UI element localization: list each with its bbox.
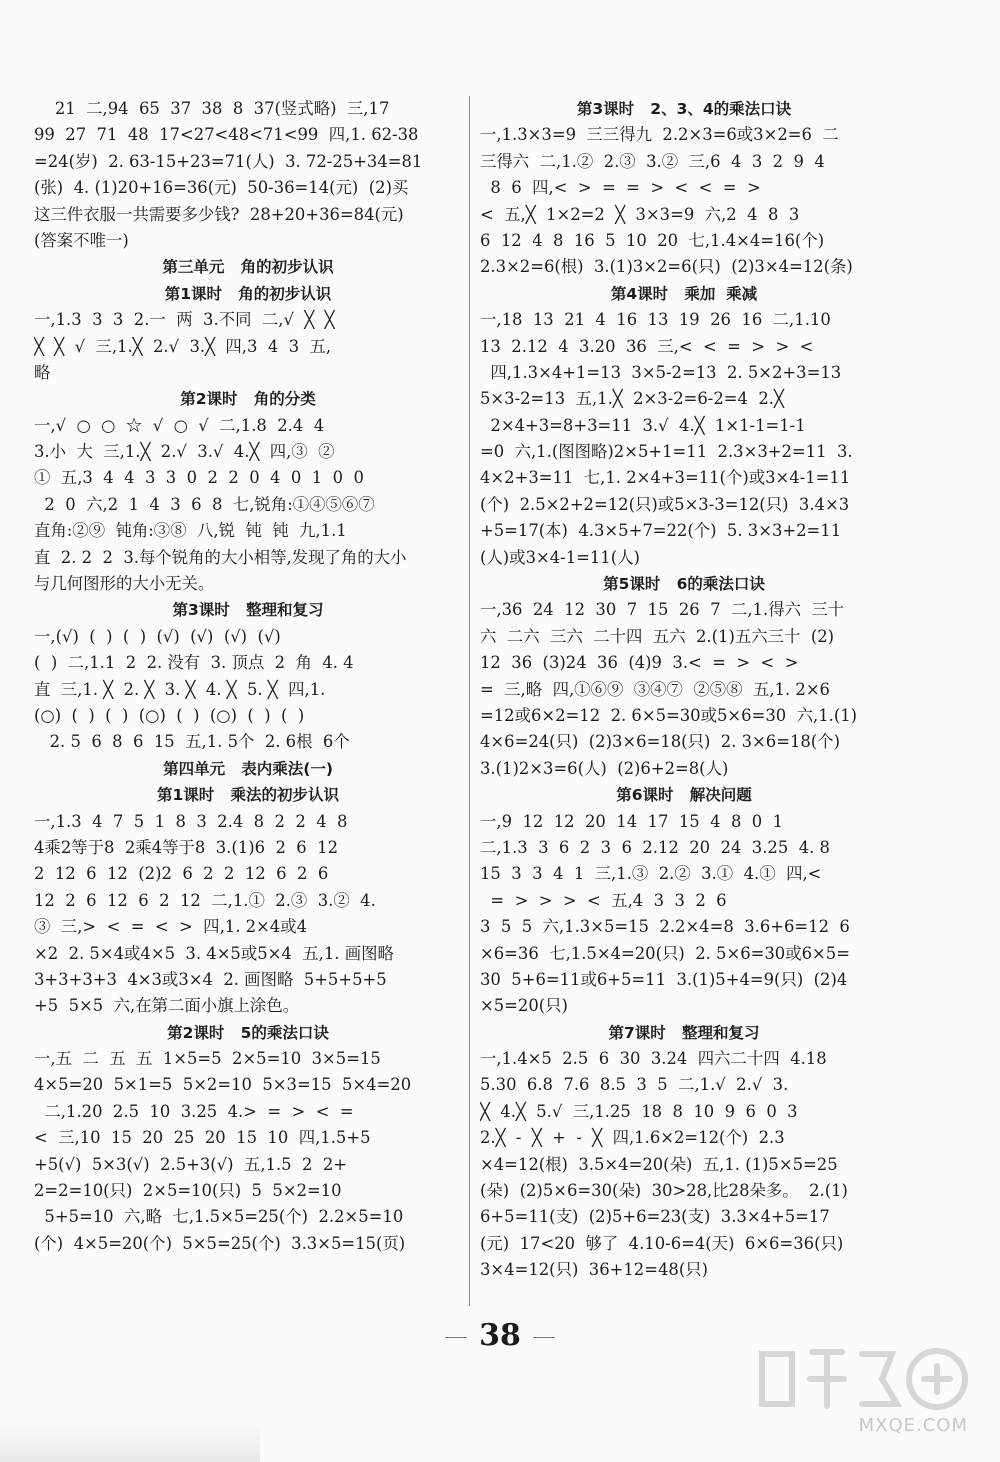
- section-title: 第1课时 角的初步认识: [164, 284, 332, 303]
- right-column: [480, 96, 888, 1284]
- answer-line: ① 五,3 4 4 3 3 0 2 2 0 4 0 1 0 0: [34, 468, 364, 488]
- answer-line: 6 12 4 8 16 5 10 20 七,1.4×4=16(个): [480, 230, 825, 250]
- answer-line: 一,1.3×3=9 三三得九 2.2×3=6或3×2=6 二: [480, 125, 839, 145]
- answer-line: 2.3×2=6(根) 3.(1)3×2=6(只) (2)3×4=12(条): [480, 257, 853, 277]
- answer-line: 一,√ ○ ○ ☆ √ ○ √ 二,1.8 2.4 4: [34, 415, 325, 435]
- answer-line: < 五,╳ 1×2=2 ╳ 3×3=9 六,2 4 8 3: [480, 204, 800, 224]
- column-divider: [469, 96, 470, 1306]
- section-title: 第5课时 6的乘法口诀: [603, 575, 765, 594]
- answer-line: 二,1.3 3 6 2 3 6 2.12 20 24 3.25 4. 8: [480, 837, 830, 857]
- answer-line: 六 二六 三六 二十四 五六 2.(1)五六三十 (2): [480, 626, 835, 646]
- answer-line: 直角:②⑨ 钝角:③⑧ 八,锐 钝 钝 九,1.1: [34, 521, 347, 541]
- section-title: 第四单元 表内乘法(一): [163, 759, 333, 778]
- answer-line: 99 27 71 48 17<27<48<71<99 四,1. 62-38: [34, 125, 419, 145]
- answer-line: 一,1.3 4 7 5 1 8 3 2.4 8 2 2 4 8: [34, 811, 348, 831]
- section-title: 第2课时 角的分类: [180, 390, 316, 409]
- answer-stamp-icon: [732, 1334, 982, 1424]
- answer-line: ×4=12(根) 3.5×4=20(朵) 五,1. (1)5×5=25: [480, 1154, 838, 1174]
- answer-line: 21 二,94 65 37 38 8 37(竖式略) 三,17: [34, 99, 390, 118]
- section-title: 第6课时 解决问题: [616, 786, 752, 805]
- answer-line: 2 12 6 12 (2)2 6 2 2 12 6 2 6: [34, 864, 329, 884]
- answer-line: ( ) 二,1.1 2 2. 没有 3. 顶点 2 角 4. 4: [34, 653, 354, 673]
- answer-line: = > > > < 五,4 3 3 2 6: [480, 890, 727, 910]
- answer-line: 一,1.3 3 3 2.一 两 3.不同 二,√ ╳ ╳: [34, 310, 335, 330]
- answer-line: 5×3-2=13 五,1.╳ 2×3-2=6-2=4 2.╳: [480, 389, 784, 409]
- answer-line: 一,9 12 12 20 14 17 15 4 8 0 1: [480, 811, 784, 831]
- answer-line: 2 0 六,2 1 4 3 6 8 七,锐角:①④⑤⑥⑦: [34, 494, 375, 514]
- answer-line: (元) 17<20 够了 4.10-6=4(天) 6×6=36(只): [480, 1233, 844, 1253]
- answer-line: 这三件衣服一共需要多少钱? 28+20+36=84(元): [34, 204, 404, 224]
- answer-line: 四,1.3×4+1=13 3×5-2=13 2. 5×2+3=13: [480, 362, 842, 382]
- answer-line: 12 36 (3)24 36 (4)9 3.< = > < >: [480, 653, 799, 673]
- answer-line: 4×6=24(只) (2)3×6=18(只) 2. 3×6=18(个): [480, 732, 840, 752]
- answer-line: 4×2+3=11 七,1. 2×4+3=11(个)或3×4-1=11: [480, 468, 851, 488]
- watermark-text: MXQE.COM: [858, 1415, 968, 1436]
- watermark: [732, 1334, 982, 1444]
- answer-line: = 三,略 四,①⑥⑨ ③④⑦ ②⑤⑧ 五,1. 2×6: [480, 679, 830, 699]
- answer-line: 一,18 13 21 4 16 13 19 26 16 二,1.10: [480, 310, 831, 330]
- section-title: 第三单元 角的初步认识: [162, 258, 334, 277]
- answer-line: 2=2=10(只) 2×5=10(只) 5 5×2=10: [34, 1181, 342, 1201]
- answer-line: (人)或3×4-1=11(人): [480, 547, 640, 567]
- dash-right: [533, 1337, 555, 1338]
- answer-line: 3 5 5 六,1.3×5=15 2.2×4=8 3.6+6=12 6: [480, 917, 850, 937]
- answer-line: 3.小 大 三,1.╳ 2.√ 3.√ 4.╳ 四,③ ②: [34, 442, 335, 462]
- answer-line: 6+5=11(支) (2)5+6=23(支) 3.3×4+5=17: [480, 1207, 830, 1227]
- answer-line: 2. 5 6 8 6 15 五,1. 5个 2. 6根 6个: [34, 732, 350, 752]
- answer-line: (答案不唯一): [34, 230, 129, 250]
- answer-line: 二,1.20 2.5 10 3.25 4.> = > < =: [34, 1101, 354, 1121]
- answer-line: 直 三,1. ╳ 2. ╳ 3. ╳ 4. ╳ 5. ╳ 四,1.: [34, 679, 326, 699]
- answer-line: 一,36 24 12 30 7 15 26 7 二,1.得六 三十: [480, 600, 845, 620]
- answer-line: 5+5=10 六,略 七,1.5×5=25(个) 2.2×5=10: [34, 1207, 404, 1227]
- answer-line: 3×4=12(只) 36+12=48(只): [480, 1260, 708, 1280]
- answer-line: 13 2.12 4 3.20 36 三,< < = > > <: [480, 336, 814, 356]
- answer-line: ×5=20(只): [480, 996, 568, 1016]
- answer-line: 2.╳ - ╳ + - ╳ 四,1.6×2=12(个) 2.3: [480, 1128, 785, 1148]
- left-column: [34, 96, 462, 1257]
- dash-left: [445, 1337, 467, 1338]
- answer-line: 一,(√) ( ) ( ) (√) (√) (√) (√): [34, 626, 281, 646]
- answer-line: =24(岁) 2. 63-15+23=71(人) 3. 72-25+34=81: [34, 151, 423, 171]
- answer-line: 直 2. 2 2 3.每个锐角的大小相等,发现了角的大小: [34, 547, 407, 567]
- answer-line: 15 3 3 4 1 三,1.③ 2.② 3.① 4.① 四,<: [480, 864, 822, 884]
- answer-line: (个) 2.5×2+2=12(只)或5×3-3=12(只) 3.4×3: [480, 494, 850, 514]
- answer-line: 4乘2等于8 2乘4等于8 3.(1)6 2 6 12: [34, 837, 339, 857]
- page-number-text: 38: [479, 1318, 521, 1353]
- answer-line: 5.30 6.8 7.6 8.5 3 5 二,1.√ 2.√ 3.: [480, 1075, 789, 1095]
- answer-line: (○) ( ) ( ) (○) ( ) (○) ( ) ( ): [34, 705, 305, 725]
- answer-line: +5=17(本) 4.3×5+7=22(个) 5. 3×3+2=11: [480, 521, 842, 541]
- section-title: 第2课时 5的乘法口诀: [167, 1023, 329, 1042]
- answer-line: 4×5=20 5×1=5 5×2=10 5×3=15 5×4=20: [34, 1075, 412, 1095]
- section-title: 第3课时 2、3、4的乘法口诀: [576, 100, 792, 118]
- answer-line: 略: [34, 362, 51, 382]
- answer-line: ╳ ╳ √ 三,1.╳ 2.√ 3.╳ 四,3 4 3 五,: [34, 336, 332, 356]
- scan-shadow: [0, 1422, 260, 1462]
- answer-line: 与几何图形的大小无关。: [34, 574, 215, 594]
- answer-line: +5 5×5 六,在第二面小旗上涂色。: [34, 996, 300, 1016]
- answer-line: < 三,10 15 20 25 20 15 10 四,1.5+5: [34, 1128, 371, 1148]
- section-title: 第4课时 乘加 乘减: [610, 284, 758, 303]
- answer-line: ③ 三,> < = < > 四,1. 2×4或4: [34, 917, 308, 937]
- answer-line: 三得六 二,1.② 2.③ 3.② 三,6 4 3 2 9 4: [480, 151, 825, 171]
- section-title: 第1课时 乘法的初步认识: [157, 786, 339, 805]
- answer-line: 30 5+6=11或6+5=11 3.(1)5+4=9(只) (2)4: [480, 969, 848, 989]
- answer-line: 12 2 6 12 6 2 12 二,1.① 2.③ 3.② 4.: [34, 890, 376, 910]
- answer-line: 一,1.4×5 2.5 6 30 3.24 四六二十四 4.18: [480, 1049, 827, 1069]
- answer-line: 3+3+3+3 4×3或3×4 2. 画图略 5+5+5+5: [34, 969, 387, 989]
- answer-line: +5(√) 5×3(√) 2.5+3(√) 五,1.5 2 2+: [34, 1154, 348, 1174]
- answer-line: 一,五 二 五 五 1×5=5 2×5=10 3×5=15: [34, 1049, 381, 1069]
- answer-line: =0 六,1.(图图略)2×5+1=11 2.3×3+2=11 3.: [480, 442, 853, 462]
- answer-line: 3.(1)2×3=6(人) (2)6+2=8(人): [480, 758, 729, 778]
- answer-line: 2×4+3=8+3=11 3.√ 4.╳ 1×1-1=1-1: [480, 415, 806, 435]
- answer-line: (张) 4. (1)20+16=36(元) 50-36=14(元) (2)买: [34, 178, 409, 198]
- answer-line: ╳ 4.╳ 5.√ 三,1.25 18 8 10 9 6 0 3: [480, 1101, 798, 1121]
- section-title: 第3课时 整理和复习: [172, 601, 324, 620]
- answer-line: ×2 2. 5×4或4×5 3. 4×5或5×4 五,1. 画图略: [34, 943, 394, 963]
- answer-line: 8 6 四,< > = = > < < = >: [480, 178, 761, 198]
- answer-line: ×6=36 七,1.5×4=20(只) 2. 5×6=30或6×5=: [480, 943, 850, 963]
- answer-line: =12或6×2=12 2. 6×5=30或5×6=30 六,1.(1): [480, 705, 858, 725]
- answer-line: (个) 4×5=20(个) 5×5=25(个) 3.3×5=15(页): [34, 1233, 406, 1253]
- section-title: 第7课时 整理和复习: [608, 1023, 760, 1042]
- answer-line: (朵) (2)5×6=30(朵) 30>28,比28朵多。 2.(1): [480, 1181, 848, 1201]
